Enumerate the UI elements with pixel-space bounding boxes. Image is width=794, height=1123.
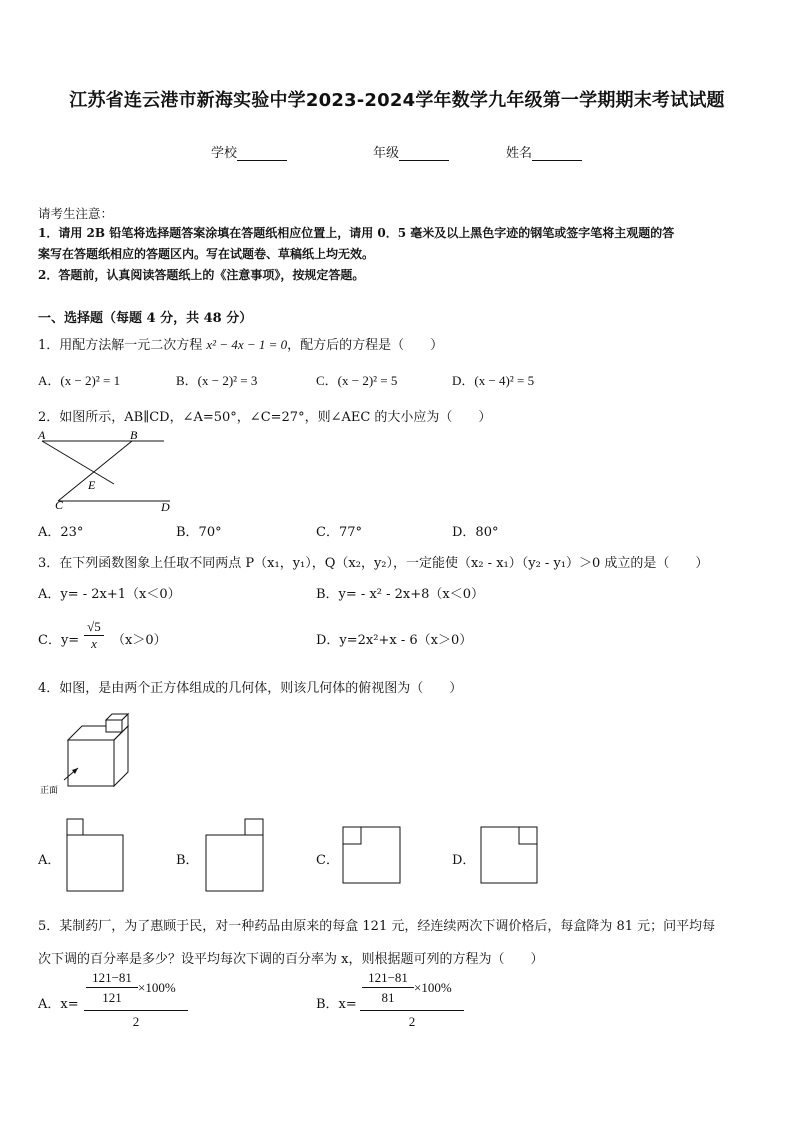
label-b: B: [130, 428, 138, 442]
q1-stem-post: ，配方后的方程是（ ）: [287, 338, 444, 353]
page-title: 江苏省连云港市新海实验中学2023-2024学年数学九年级第一学期期末考试试题: [69, 90, 725, 111]
name-field[interactable]: [506, 142, 582, 161]
school-label: 学校: [211, 146, 238, 161]
question-2-stem: 2．如图所示，AB∥CD，∠A=50°，∠C=27°，则∠AEC 的大小应为（ ）: [38, 410, 492, 425]
q4-option-b-label[interactable]: B．: [176, 853, 199, 868]
school-field[interactable]: [211, 142, 287, 161]
q3-option-c-prefix[interactable]: C．y=: [38, 633, 80, 648]
line-bc: [58, 441, 132, 501]
q5-a-percent: ×100%: [138, 980, 176, 995]
q5-b-percent: ×100%: [414, 980, 452, 995]
q1-equation: x² − 4x − 1 = 0: [206, 337, 288, 352]
q2-option-b[interactable]: B．70°: [176, 525, 222, 540]
grade-field[interactable]: [373, 142, 449, 161]
q5-a-den: 2: [132, 1014, 140, 1029]
question-1-stem: [38, 334, 443, 353]
q5-b-mid: 81: [381, 990, 395, 1005]
q4-option-d-figure[interactable]: [480, 826, 540, 886]
notice-line-2: 2．答题前，认真阅读答题纸上的《注意事项》，按规定答题。: [38, 268, 365, 282]
q3-option-c-fraction: [84, 619, 104, 652]
q4-option-c-label[interactable]: C．: [316, 853, 339, 868]
q4-solid-figure: [36, 708, 146, 800]
line-ae: [42, 441, 114, 484]
q3-option-c-suffix: （x＞0）: [112, 633, 167, 648]
front-label: 正面: [40, 785, 59, 795]
q4-option-d-label[interactable]: D．: [452, 853, 476, 868]
q5-b-top: 121−81: [368, 970, 408, 985]
q4-option-a-label[interactable]: A．: [38, 853, 61, 868]
q1-option-a[interactable]: A．(x − 2)² = 1: [38, 373, 121, 388]
q3-c-denominator: x: [84, 635, 104, 652]
question-3-stem: 3．在下列函数图象上任取不同两点 P（x₁，y₁），Q（x₂，y₂），一定能使（x₂ - x₁）（y₂ - y₁）＞0 成立的是（ ）: [38, 556, 709, 571]
q3-option-b[interactable]: B．y= - x² - 2x+8（x＜0）: [316, 587, 485, 602]
q4-option-c-figure[interactable]: [342, 826, 402, 886]
q2-option-d[interactable]: D．80°: [452, 525, 499, 540]
grade-label: 年级: [373, 146, 400, 161]
q5-b-den: 2: [408, 1014, 416, 1029]
q1-stem-pre: 1．用配方法解一元二次方程: [38, 338, 207, 353]
q5-option-b-prefix[interactable]: B．x=: [316, 997, 357, 1012]
q3-option-a[interactable]: A．y= - 2x+1（x＜0）: [38, 587, 181, 602]
label-d: D: [161, 500, 170, 514]
q2-option-a[interactable]: A．23°: [38, 525, 84, 540]
name-label: 姓名: [506, 146, 533, 161]
q4-option-b-figure[interactable]: [204, 818, 266, 894]
q4-option-a-figure[interactable]: [66, 818, 126, 894]
question-5-stem-line2: 次下调的百分率是多少？设平均每次下调的百分率为 x，则根据题可列的方程为（ ）: [38, 952, 544, 967]
school-blank[interactable]: [237, 148, 287, 161]
q1-option-d[interactable]: D．(x − 4)² = 5: [452, 373, 535, 388]
q5-a-mid: 121: [102, 990, 122, 1005]
q1-option-c[interactable]: C．(x − 2)² = 5: [316, 373, 398, 388]
name-blank[interactable]: [532, 148, 582, 161]
label-a: A: [38, 428, 46, 442]
q5-option-a-prefix[interactable]: A．x=: [38, 997, 79, 1012]
label-e: E: [88, 478, 96, 492]
notice-line-1b: 案写在答题纸相应的答题区内。写在试题卷、草稿纸上均无效。: [38, 247, 375, 261]
q1-option-b[interactable]: B．(x − 2)² = 3: [176, 373, 258, 388]
q3-option-d[interactable]: D．y=2x²+x - 6（x＞0）: [316, 633, 473, 648]
question-4-stem: 4．如图，是由两个正方体组成的几何体，则该几何体的俯视图为（ ）: [38, 681, 463, 696]
q2-figure: [34, 428, 184, 518]
label-c: C: [55, 498, 64, 512]
q2-option-c[interactable]: C．77°: [316, 525, 362, 540]
grade-blank[interactable]: [399, 148, 449, 161]
question-5-stem-line1: 5．某制药厂，为了惠顾于民，对一种药品由原来的每盒 121 元，经连续两次下调价格后，每盒降为 81 元；问平均每: [38, 919, 716, 934]
section-heading: 一、选择题（每题 4 分，共 48 分）: [38, 311, 253, 326]
q3-c-numerator: √5: [87, 619, 101, 634]
notice-line-1a: 1．请用 2B 铅笔将选择题答案涂填在答题纸相应位置上，请用 0．5 毫米及以上黑色字迹的钢笔或签字笔将主观题的答: [38, 226, 675, 240]
q5-a-top: 121−81: [92, 970, 132, 985]
notice-heading: 请考生注意：: [38, 206, 114, 221]
